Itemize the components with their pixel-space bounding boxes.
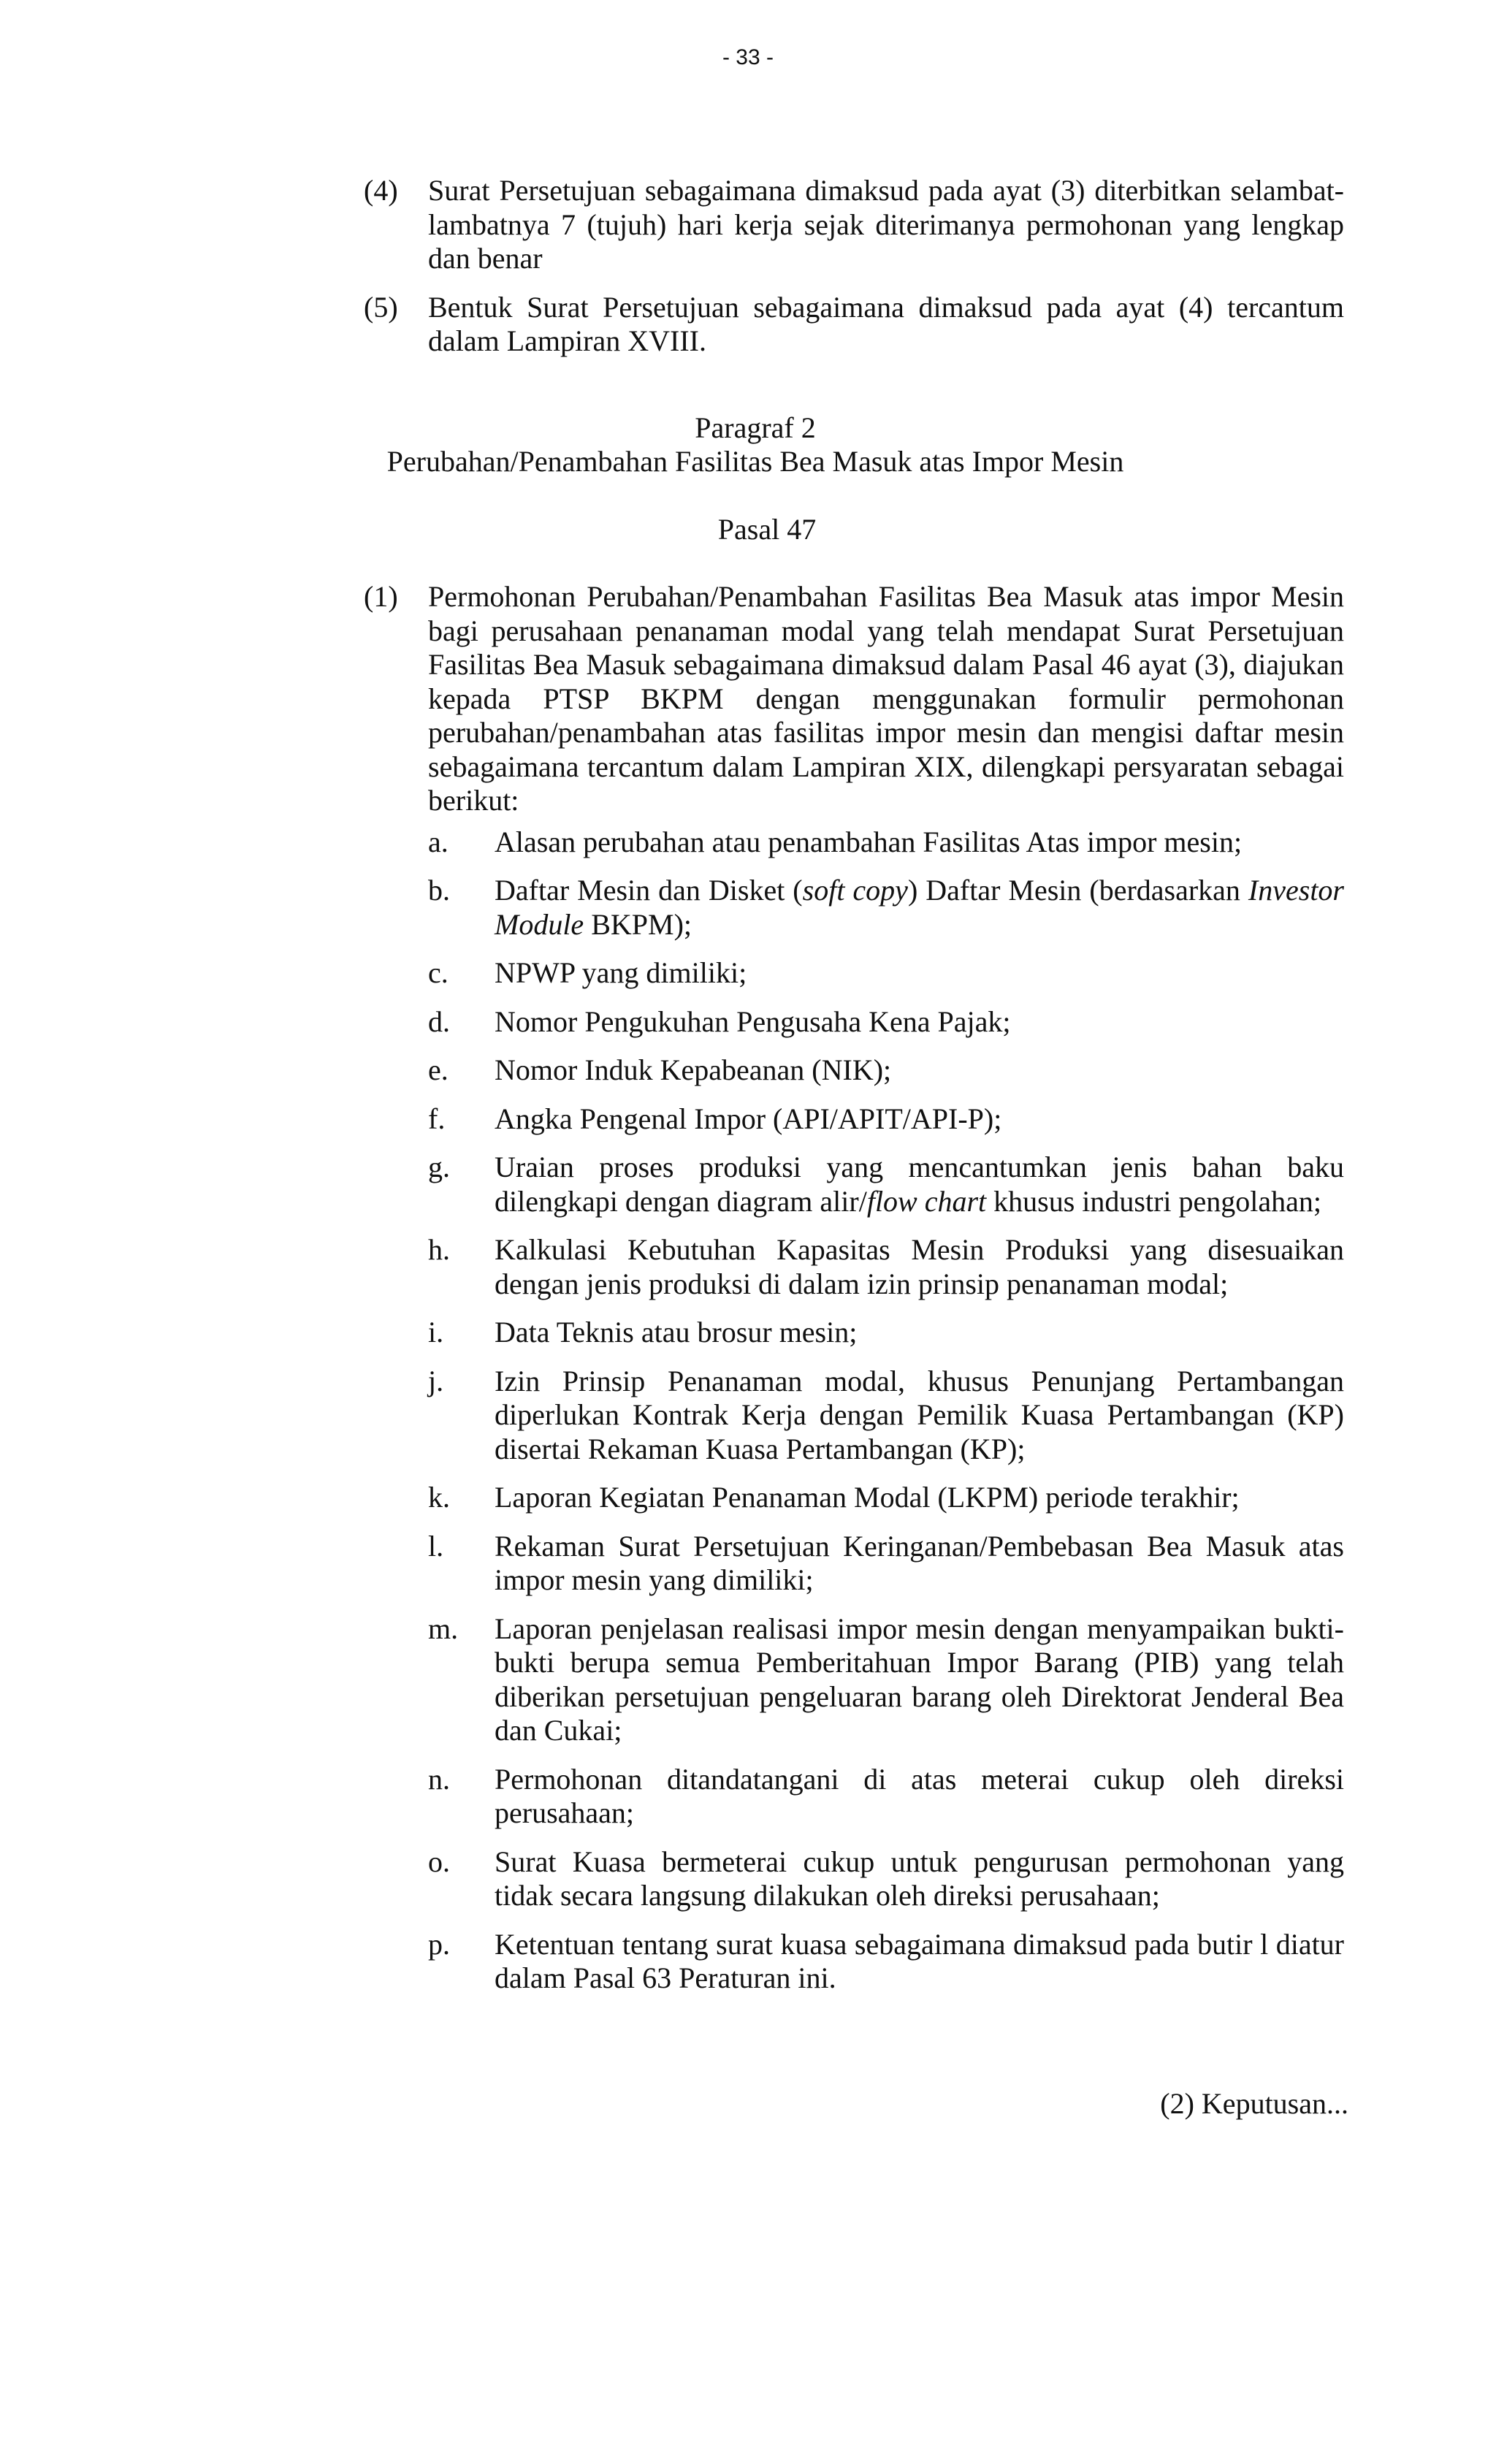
- item-letter: g.: [428, 1151, 450, 1183]
- list-item: [428, 1529, 1344, 1598]
- paragraf-title: Paragraf 2: [695, 411, 816, 444]
- item-letter: e.: [428, 1053, 449, 1086]
- item-letter: f.: [428, 1102, 446, 1135]
- list-item: [428, 1845, 1344, 1913]
- page-number: - 33 -: [722, 45, 774, 69]
- paragraf-subtitle: Perubahan/Penambahan Fasilitas Bea Masuk atas Impor Mesin: [386, 445, 1124, 478]
- item-text: Izin Prinsip Penanaman modal, khusus Penunjang Pertambangan diperlukan Kontrak Kerja dengan Pemilik Kuasa Pertambangan (KP) disertai Rekaman Kuasa Pertambangan (KP);: [495, 1364, 1344, 1465]
- document-body: [0, 174, 1496, 2010]
- ayat-text: Surat Persetujuan sebagaimana dimaksud pada ayat (3) diterbitkan selambat-lambatnya 7 (tujuh) hari kerja sejak diterimanya permohonan yang lengkap dan benar: [428, 174, 1344, 275]
- item-letter: k.: [428, 1481, 450, 1514]
- item-text: Alasan perubahan atau penambahan Fasilitas Atas impor mesin;: [495, 825, 1243, 858]
- item-text: Ketentuan tentang surat kuasa sebagaimana dimaksud pada butir l diatur dalam Pasal 63 Peraturan ini.: [495, 1927, 1344, 1994]
- item-letter: h.: [428, 1233, 450, 1266]
- ayat-number: (5): [364, 290, 398, 324]
- item-text: NPWP yang dimiliki;: [495, 956, 747, 989]
- item-letter: o.: [428, 1845, 450, 1878]
- list-item: [428, 1481, 1344, 1515]
- ayat-number: (4): [364, 174, 398, 207]
- item-text: Nomor Induk Kepabeanan (NIK);: [495, 1053, 892, 1086]
- list-item: [428, 956, 1344, 991]
- item-text: Angka Pengenal Impor (API/APIT/API-P);: [495, 1102, 1002, 1135]
- item-letter: c.: [428, 956, 449, 989]
- list-item: [428, 825, 1344, 860]
- list-item: [428, 874, 1344, 942]
- ayat-5: [364, 290, 1344, 359]
- item-text: Laporan Kegiatan Penanaman Modal (LKPM) periode terakhir;: [495, 1481, 1240, 1514]
- item-letter: d.: [428, 1004, 450, 1038]
- item-text: Rekaman Surat Persetujuan Keringanan/Pembebasan Bea Masuk atas impor mesin yang dimiliki;: [495, 1529, 1344, 1596]
- item-text: Daftar Mesin dan Disket (soft copy) Daftar Mesin (berdasarkan Investor Module BKPM);: [495, 874, 1344, 941]
- list-item: [428, 1053, 1344, 1088]
- list-item: [428, 1151, 1344, 1218]
- item-letter: l.: [428, 1529, 444, 1563]
- item-letter: i.: [428, 1316, 444, 1349]
- item-letter: n.: [428, 1762, 450, 1796]
- item-text: Kalkulasi Kebutuhan Kapasitas Mesin Produksi yang disesuaikan dengan jenis produksi di dalam izin prinsip penanaman modal;: [495, 1233, 1344, 1300]
- item-letter: j.: [428, 1364, 444, 1397]
- list-item: [428, 1927, 1344, 1996]
- item-text: Permohonan ditandatangani di atas meterai cukup oleh direksi perusahaan;: [495, 1762, 1344, 1829]
- item-letter: a.: [428, 825, 449, 858]
- item-text: Uraian proses produksi yang mencantumkan jenis bahan baku dilengkapi dengan diagram alir/flow chart khusus industri pengolahan;: [495, 1151, 1344, 1218]
- list-item: [428, 1364, 1344, 1467]
- item-text: Laporan penjelasan realisasi impor mesin dengan menyampaikan bukti-bukti berupa semua Pemberitahuan Impor Barang (PIB) yang telah diberikan persetujuan pengeluaran barang oleh Direktorat Jenderal Bea dan Cukai;: [495, 1611, 1344, 1747]
- list-item: [428, 1611, 1344, 1748]
- list-item: [428, 1004, 1344, 1040]
- item-letter: b.: [428, 874, 450, 907]
- ayat-number: (1): [364, 580, 398, 613]
- item-text: Nomor Pengukuhan Pengusaha Kena Pajak;: [495, 1004, 1011, 1038]
- ayat-4: [364, 174, 1344, 276]
- ayat-text: Bentuk Surat Persetujuan sebagaimana dimaksud pada ayat (4) tercantum dalam Lampiran XVIII.: [428, 290, 1344, 357]
- requirements-list: [428, 825, 1344, 1996]
- list-item: [428, 1102, 1344, 1137]
- item-letter: p.: [428, 1927, 450, 1961]
- item-text: Surat Kuasa bermeterai cukup untuk pengurusan permohonan yang tidak secara langsung dilakukan oleh direksi perusahaan;: [495, 1845, 1344, 1912]
- item-letter: m.: [428, 1611, 459, 1645]
- pasal-heading: Pasal 47: [717, 512, 817, 546]
- ayat-text: Permohonan Perubahan/Penambahan Fasilitas Bea Masuk atas impor Mesin bagi perusahaan penanaman modal yang telah mendapat Surat Persetujuan Fasilitas Bea Masuk sebagaimana dimaksud dalam Pasal 46 ayat (3), diajukan kepada PTSP BKPM dengan menggunakan formulir permohonan perubahan/penambahan atas fasilitas impor mesin dan mengisi daftar mesin sebagaimana tercantum dalam Lampiran XIX, dilengkapi persyaratan sebagai berikut:: [428, 580, 1344, 817]
- ayat-1: [364, 580, 1344, 818]
- list-item: [428, 1233, 1344, 1301]
- list-item: [428, 1316, 1344, 1350]
- continuation-marker: (2) Keputusan...: [1160, 2087, 1348, 2120]
- list-item: [428, 1762, 1344, 1831]
- item-text: Data Teknis atau brosur mesin;: [495, 1316, 858, 1349]
